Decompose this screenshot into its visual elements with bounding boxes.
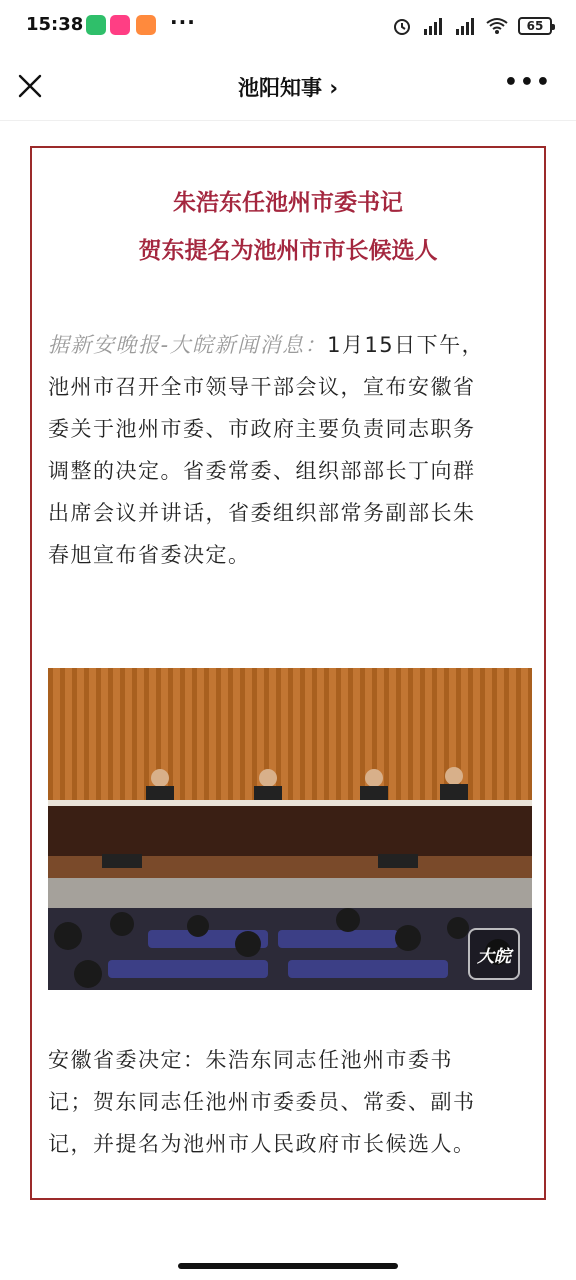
article-frame: [30, 146, 546, 1200]
game-app-icon: [136, 15, 156, 35]
shopping-app-icon: [110, 15, 130, 35]
paragraph-line: 出席会议并讲话，省委组织部常务副部长朱: [48, 501, 476, 525]
signal-hd-1-icon: [422, 17, 444, 35]
article-paragraph-2: [48, 1039, 532, 1165]
shield-app-icon: [86, 15, 106, 35]
battery-level: 65: [526, 19, 544, 33]
paragraph-line: 安徽省委决定：朱浩东同志任池州市委书: [48, 1048, 453, 1072]
headline-line-1: 朱浩东任池州市委书记: [173, 190, 403, 216]
paragraph-line: [48, 324, 532, 366]
more-icon[interactable]: •••: [503, 70, 552, 95]
nav-bar: [0, 52, 576, 121]
watermark-logo: 大皖: [468, 928, 520, 980]
article-paragraph-1: [48, 324, 532, 576]
home-indicator[interactable]: [178, 1263, 398, 1269]
headline-line-2: 贺东提名为池州市市长候选人: [138, 238, 438, 264]
battery-icon: [518, 17, 552, 35]
status-time: 15:38: [26, 14, 84, 35]
lead-source: 据新安晚报-大皖新闻消息：: [48, 333, 328, 357]
status-bar: [0, 0, 576, 52]
account-title[interactable]: 池阳知事 ›: [238, 76, 338, 100]
meeting-photo[interactable]: [48, 668, 532, 990]
signal-hd-2-icon: [454, 17, 476, 35]
paragraph-line: 池州市召开全市领导干部会议，宣布安徽省: [48, 375, 476, 399]
wifi-icon: [486, 17, 508, 35]
paragraph-text: 1月15日下午，: [327, 333, 485, 357]
alarm-icon: [392, 16, 412, 36]
more-notifications-icon: ···: [170, 10, 196, 34]
paragraph-line: 记；贺东同志任池州市委委员、常委、副书: [48, 1090, 476, 1114]
paragraph-line: 春旭宣布省委决定。: [48, 543, 251, 567]
meeting-photo-illustration: [48, 668, 532, 990]
paragraph-line: 记，并提名为池州市人民政府市长候选人。: [48, 1132, 476, 1156]
paragraph-line: 委关于池州市委、市政府主要负责同志职务: [48, 417, 476, 441]
paragraph-line: 调整的决定。省委常委、组织部部长丁向群: [48, 459, 476, 483]
